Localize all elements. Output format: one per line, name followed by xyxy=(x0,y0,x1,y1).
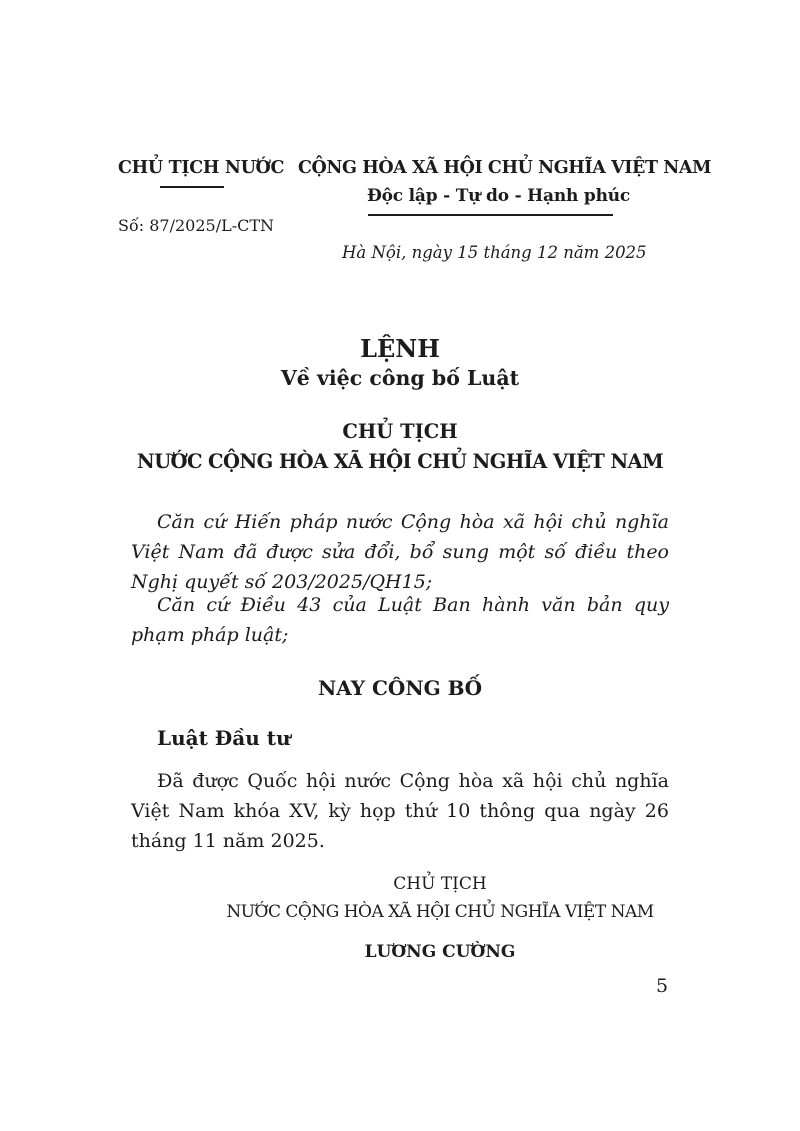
text-line: phạm pháp luật; xyxy=(131,624,289,646)
text-line: Nghị quyết số 203/2025/QH15; xyxy=(131,571,433,593)
signatory-title-line-2: NƯỚC CỘNG HÒA XÃ HỘI CHỦ NGHĨA VIỆT NAM xyxy=(226,902,654,922)
text-line: Căn cứ Hiến pháp nước Cộng hòa xã hội chủ nghĩa xyxy=(157,511,669,533)
text-line: Đã được Quốc hội nước Cộng hòa xã hội chủ nghĩa xyxy=(157,770,669,792)
passage-paragraph xyxy=(131,766,669,856)
place-and-date: Hà Nội, ngày 15 tháng 12 năm 2025 xyxy=(342,243,647,262)
text-line: Căn cứ Điều 43 của Luật Ban hành văn bản quy xyxy=(157,594,669,616)
text-line: tháng 11 năm 2025. xyxy=(131,830,325,852)
page-number: 5 xyxy=(656,975,669,997)
document-type-title: LỆNH xyxy=(360,334,440,363)
announcement-heading: NAY CÔNG BỐ xyxy=(317,676,483,700)
signatory-name: LƯƠNG CƯỜNG xyxy=(364,942,516,962)
legal-basis-paragraph-1 xyxy=(131,507,669,597)
document-subject: Về việc công bố Luật xyxy=(280,366,520,390)
issuer-header: CHỦ TỊCH NƯỚC xyxy=(118,158,285,178)
motto-underline-divider xyxy=(368,214,613,216)
national-title: CỘNG HÒA XÃ HỘI CHỦ NGHĨA VIỆT NAM xyxy=(298,158,712,178)
issuer-title-line-1: CHỦ TỊCH xyxy=(342,420,458,443)
text-line: Việt Nam đã được sửa đổi, bổ sung một số điều theo xyxy=(131,541,669,563)
issuer-title-line-2: NƯỚC CỘNG HÒA XÃ HỘI CHỦ NGHĨA VIỆT NAM xyxy=(136,450,664,473)
signatory-title-line-1: CHỦ TỊCH xyxy=(393,874,487,894)
law-name: Luật Đầu tư xyxy=(157,726,291,750)
national-motto: Độc lập - Tự do - Hạnh phúc xyxy=(367,186,631,206)
text-line: Việt Nam khóa XV, kỳ họp thứ 10 thông qua ngày 26 xyxy=(131,800,669,822)
document-number: Số: 87/2025/L-CTN xyxy=(118,216,275,235)
issuer-underline-divider xyxy=(160,186,224,188)
legal-basis-paragraph-2 xyxy=(131,590,669,650)
